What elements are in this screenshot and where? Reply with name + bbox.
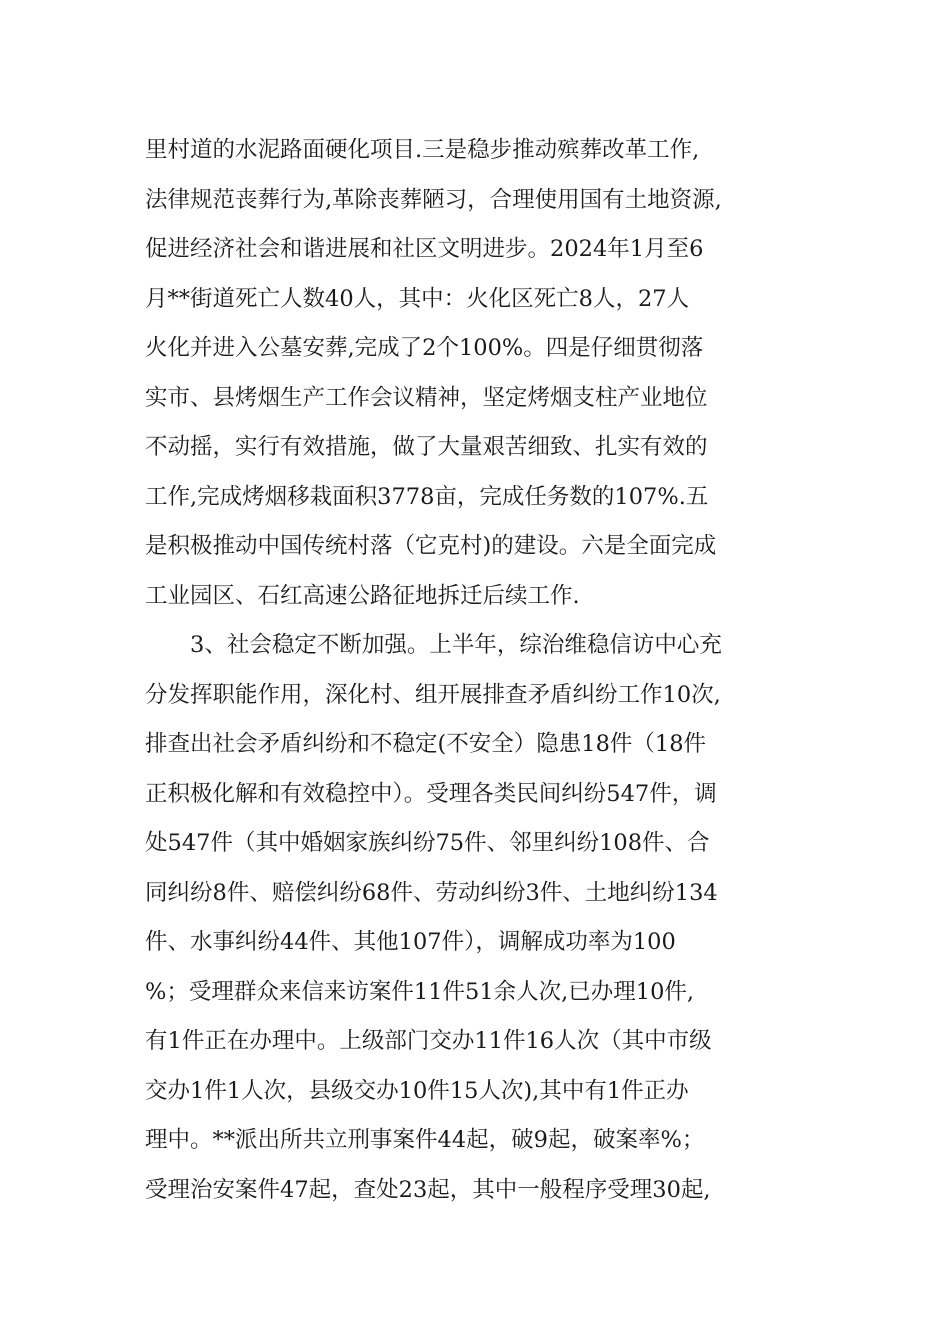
text-line: 3、社会稳定不断加强。上半年，综治维稳信访中心充	[190, 632, 722, 658]
text-line: 受理治安案件47起，查处23起，其中一般程序受理30起,	[145, 1176, 711, 1203]
text-line: 同纠纷8件、赔偿纠纷68件、劳动纠纷3件、土地纠纷134	[145, 879, 718, 906]
text-line: 分发挥职能作用，深化村、组开展排查矛盾纠纷工作10次,	[145, 681, 721, 708]
body-text	[145, 126, 815, 1215]
text-line: 里村道的水泥路面硬化项目.三是稳步推动殡葬改革工作,	[145, 137, 700, 163]
text-line: 火化并进入公墓安葬,完成了2个100%。四是仔细贯彻落	[145, 335, 704, 361]
text-line: 正积极化解和有效稳控中）。受理各类民间纠纷547件，调	[145, 780, 717, 807]
text-line: 有1件正在办理中。上级部门交办11件16人次（其中市级	[145, 1028, 712, 1054]
text-line: %；受理群众来信来访案件11件51余人次,已办理10件,	[145, 978, 695, 1005]
text-line: 促进经济社会和谐进展和社区文明进步。2024年1月至6	[145, 236, 704, 262]
text-line: 排查出社会矛盾纠纷和不稳定(不安全）隐患18件（18件	[145, 731, 707, 757]
text-line: 月**街道死亡人数40人，其中：火化区死亡8人，27人	[145, 285, 690, 312]
text-line: 交办1件1人次，县级交办10件15人次),其中有1件正办	[145, 1077, 689, 1104]
text-line: 是积极推动中国传统村落（它克村)的建设。六是全面完成	[145, 533, 717, 559]
text-line: 工业园区、石红高速公路征地拆迁后续工作.	[145, 582, 580, 609]
text-line: 处547件（其中婚姻家族纠纷75件、邻里纠纷108件、合	[145, 830, 710, 856]
text-line: 实市、县烤烟生产工作会议精神，坚定烤烟支柱产业地位	[145, 384, 708, 411]
text-line: 法律规范丧葬行为,革除丧葬陋习，合理使用国有土地资源,	[145, 186, 722, 213]
text-line: 工作,完成烤烟移栽面积3778亩，完成任务数的107%.五	[145, 483, 709, 510]
text-line: 件、水事纠纷44件、其他107件），调解成功率为100	[145, 929, 676, 955]
text-line: 不动摇，实行有效措施，做了大量艰苦细致、扎实有效的	[145, 434, 708, 460]
text-line: 理中。**派出所共立刑事案件44起，破9起，破案率%；	[145, 1127, 705, 1153]
